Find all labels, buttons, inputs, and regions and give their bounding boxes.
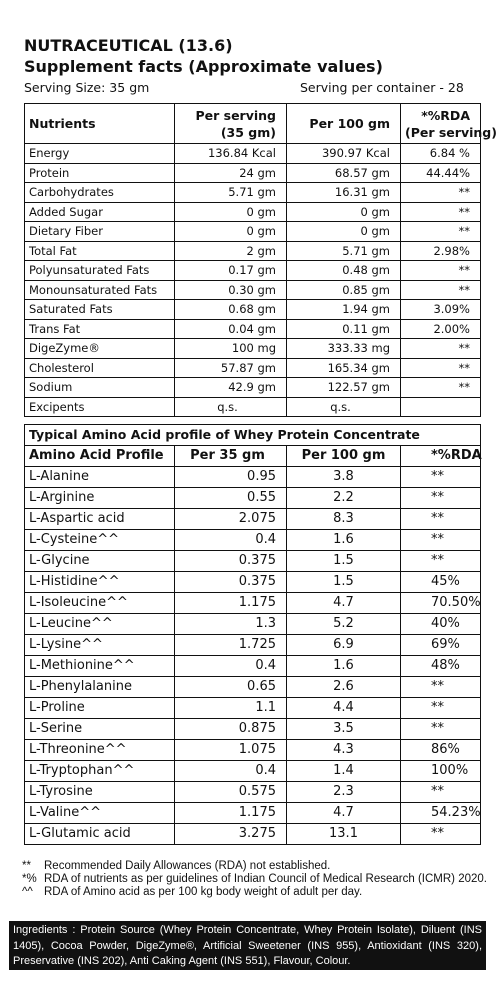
table-cell: 54.23% <box>401 803 481 824</box>
table-cell: Energy <box>25 144 175 164</box>
table-cell: Total Fat <box>25 241 175 261</box>
table-row <box>25 300 481 320</box>
table-cell: 2.6 <box>287 677 401 698</box>
table-cell: q.s. <box>175 397 287 417</box>
table-cell: 57.87 gm <box>175 358 287 378</box>
footnote-text: RDA of nutrients as per guidelines of Indian Council of Medical Research (ICMR) 2020. <box>44 873 487 885</box>
table-cell: 0.17 gm <box>175 261 287 281</box>
table-cell: 68.57 gm <box>287 163 401 183</box>
table-cell: 0.375 <box>175 572 287 593</box>
table-cell: ** <box>401 824 481 845</box>
table-cell: L-Arginine <box>25 488 175 509</box>
table-cell: ** <box>401 358 481 378</box>
table-cell: ** <box>401 551 481 572</box>
table-cell: 0.375 <box>175 551 287 572</box>
table-cell: L-Leucine^^ <box>25 614 175 635</box>
table-cell: 4.3 <box>287 740 401 761</box>
table-cell: 2.98% <box>401 241 481 261</box>
table-cell: 4.4 <box>287 698 401 719</box>
table-cell: ** <box>401 509 481 530</box>
table-cell: 16.31 gm <box>287 183 401 203</box>
table-cell: ** <box>401 530 481 551</box>
table-cell: 2.075 <box>175 509 287 530</box>
table-cell: 0.65 <box>175 677 287 698</box>
table-cell: 6.9 <box>287 635 401 656</box>
table-cell: ** <box>401 183 481 203</box>
footnote-marker: ^^ <box>22 886 33 898</box>
table-cell: 0.48 gm <box>287 261 401 281</box>
table-cell: L-Lysine^^ <box>25 635 175 656</box>
table-cell: 1.94 gm <box>287 300 401 320</box>
table-cell: 0.85 gm <box>287 280 401 300</box>
table-cell: 4.7 <box>287 803 401 824</box>
table-cell: ** <box>401 677 481 698</box>
supplement-facts-heading: Supplement facts (Approximate values) <box>24 57 383 76</box>
footnote-marker: *% <box>22 873 37 885</box>
column-header: Per 100 gm <box>287 104 401 144</box>
product-title: NUTRACEUTICAL (13.6) <box>24 36 233 55</box>
table-cell: 0 gm <box>175 202 287 222</box>
table-cell: 5.71 gm <box>287 241 401 261</box>
table-row <box>25 719 481 740</box>
table-cell: ** <box>401 782 481 803</box>
table-cell: 0.30 gm <box>175 280 287 300</box>
table-cell: ** <box>401 261 481 281</box>
table-cell: 136.84 Kcal <box>175 144 287 164</box>
table-cell: 45% <box>401 572 481 593</box>
table-row <box>25 261 481 281</box>
table-cell: 8.3 <box>287 509 401 530</box>
serving-size: Serving Size: 35 gm <box>24 80 150 95</box>
table-cell: ** <box>401 378 481 398</box>
column-header: Per 100 gm <box>287 446 401 467</box>
amino-section-row <box>25 425 481 446</box>
table-cell: L-Aspartic acid <box>25 509 175 530</box>
table-cell: L-Phenylalanine <box>25 677 175 698</box>
table-cell: ** <box>401 488 481 509</box>
table-row <box>25 677 481 698</box>
table-cell: 0.575 <box>175 782 287 803</box>
table-cell: q.s. <box>287 397 401 417</box>
table-cell: Added Sugar <box>25 202 175 222</box>
table-cell: 1.1 <box>175 698 287 719</box>
table-cell: Cholesterol <box>25 358 175 378</box>
table-cell: 1.6 <box>287 656 401 677</box>
table-row <box>25 824 481 845</box>
table-cell: 6.84 % <box>401 144 481 164</box>
table-cell: L-Alanine <box>25 467 175 488</box>
table-row <box>25 761 481 782</box>
table-cell: ** <box>401 280 481 300</box>
column-header: Per serving (35 gm) <box>175 104 287 144</box>
table-row <box>25 202 481 222</box>
amino-header-row <box>25 446 481 467</box>
nutrients-header-row <box>25 104 481 144</box>
amino-acid-table <box>24 424 481 845</box>
table-row <box>25 280 481 300</box>
amino-section-title: Typical Amino Acid profile of Whey Protein Concentrate <box>25 425 481 446</box>
nutrients-table <box>24 103 497 417</box>
column-header: Amino Acid Profile <box>25 446 175 467</box>
table-cell: 24 gm <box>175 163 287 183</box>
table-cell: Trans Fat <box>25 319 175 339</box>
table-cell: 2 gm <box>175 241 287 261</box>
table-cell: 0.4 <box>175 656 287 677</box>
table-cell: 42.9 gm <box>175 378 287 398</box>
table-cell: 0.4 <box>175 761 287 782</box>
table-cell: 0.95 <box>175 467 287 488</box>
table-cell: DigeZyme® <box>25 339 175 359</box>
servings-per-container: Serving per container - 28 <box>300 80 464 95</box>
table-cell: 0.4 <box>175 530 287 551</box>
table-row <box>25 163 481 183</box>
table-cell: 3.09% <box>401 300 481 320</box>
table-cell: 4.7 <box>287 593 401 614</box>
table-cell: Protein <box>25 163 175 183</box>
table-cell: 5.71 gm <box>175 183 287 203</box>
table-cell: 0.875 <box>175 719 287 740</box>
table-cell: 0 gm <box>287 202 401 222</box>
table-cell: 69% <box>401 635 481 656</box>
table-cell: Polyunsaturated Fats <box>25 261 175 281</box>
table-cell: L-Valine^^ <box>25 803 175 824</box>
table-row <box>25 222 481 242</box>
table-cell: 0.11 gm <box>287 319 401 339</box>
table-cell: 40% <box>401 614 481 635</box>
table-cell <box>401 397 481 417</box>
table-cell: 44.44% <box>401 163 481 183</box>
table-cell: L-Histidine^^ <box>25 572 175 593</box>
table-cell: L-Serine <box>25 719 175 740</box>
table-cell: Excipents <box>25 397 175 417</box>
table-cell: 122.57 gm <box>287 378 401 398</box>
column-header: *%RDA <box>401 446 481 467</box>
table-cell: 5.2 <box>287 614 401 635</box>
footnote-text: Recommended Daily Allowances (RDA) not established. <box>44 860 331 872</box>
table-cell: L-Methionine^^ <box>25 656 175 677</box>
footnote-marker: ** <box>22 860 31 872</box>
table-cell: 1.4 <box>287 761 401 782</box>
table-cell: L-Cysteine^^ <box>25 530 175 551</box>
table-cell: 1.5 <box>287 572 401 593</box>
table-cell: L-Tryptophan^^ <box>25 761 175 782</box>
table-row <box>25 656 481 677</box>
table-cell: 1.175 <box>175 803 287 824</box>
table-cell: 1.6 <box>287 530 401 551</box>
table-cell: 0 gm <box>175 222 287 242</box>
column-header: Nutrients <box>25 104 175 144</box>
table-row <box>25 339 481 359</box>
table-cell: 1.075 <box>175 740 287 761</box>
table-cell: 1.175 <box>175 593 287 614</box>
table-cell: 3.5 <box>287 719 401 740</box>
table-cell: 165.34 gm <box>287 358 401 378</box>
table-cell: L-Threonine^^ <box>25 740 175 761</box>
table-row <box>25 635 481 656</box>
column-header: Per 35 gm <box>175 446 287 467</box>
column-header: *%RDA (Per serving) <box>401 104 481 144</box>
footnote <box>22 886 487 899</box>
footnote-text: RDA of Amino acid as per 100 kg body weight of adult per day. <box>44 886 363 898</box>
table-cell: 1.725 <box>175 635 287 656</box>
table-row <box>25 488 481 509</box>
table-row <box>25 593 481 614</box>
table-row <box>25 614 481 635</box>
table-cell: 2.3 <box>287 782 401 803</box>
table-cell: Carbohydrates <box>25 183 175 203</box>
table-cell: 13.1 <box>287 824 401 845</box>
table-cell: 2.00% <box>401 319 481 339</box>
table-cell: ** <box>401 467 481 488</box>
table-cell: 0 gm <box>287 222 401 242</box>
footnotes <box>22 860 487 899</box>
table-cell: L-Glutamic acid <box>25 824 175 845</box>
table-row <box>25 319 481 339</box>
table-cell: 1.5 <box>287 551 401 572</box>
table-cell: 70.50% <box>401 593 481 614</box>
table-cell: ** <box>401 339 481 359</box>
table-cell: 1.3 <box>175 614 287 635</box>
table-cell: 390.97 Kcal <box>287 144 401 164</box>
table-cell: 0.68 gm <box>175 300 287 320</box>
table-cell: 100 mg <box>175 339 287 359</box>
table-row <box>25 740 481 761</box>
table-cell: Dietary Fiber <box>25 222 175 242</box>
footnote <box>22 860 487 873</box>
ingredients-box: Ingredients : Protein Source (Whey Protein Concentrate, Whey Protein Isolate), Diluent (INS 1405), Cocoa Powder, DigeZyme®, Artificial Sweetener (INS 955), Antioxidant (INS 320), Preservative (INS 202), Anti Caking Agent (INS 551), Flavour, Colour. <box>9 921 486 970</box>
table-cell: 48% <box>401 656 481 677</box>
table-cell: Monounsaturated Fats <box>25 280 175 300</box>
table-cell: 2.2 <box>287 488 401 509</box>
table-cell: L-Isoleucine^^ <box>25 593 175 614</box>
table-cell: 86% <box>401 740 481 761</box>
table-row <box>25 397 481 417</box>
table-cell: 3.275 <box>175 824 287 845</box>
table-row <box>25 144 481 164</box>
footnote <box>22 873 487 886</box>
table-cell: L-Tyrosine <box>25 782 175 803</box>
table-cell: 0.55 <box>175 488 287 509</box>
table-cell: L-Proline <box>25 698 175 719</box>
table-row <box>25 509 481 530</box>
table-cell: ** <box>401 719 481 740</box>
table-cell: ** <box>401 202 481 222</box>
table-row <box>25 241 481 261</box>
table-cell: 3.8 <box>287 467 401 488</box>
table-cell: ** <box>401 222 481 242</box>
table-cell: L-Glycine <box>25 551 175 572</box>
table-cell: Saturated Fats <box>25 300 175 320</box>
table-row <box>25 183 481 203</box>
table-cell: Sodium <box>25 378 175 398</box>
table-row <box>25 803 481 824</box>
table-cell: ** <box>401 698 481 719</box>
table-row <box>25 530 481 551</box>
table-row <box>25 572 481 593</box>
table-row <box>25 698 481 719</box>
table-cell: 0.04 gm <box>175 319 287 339</box>
table-row <box>25 358 481 378</box>
table-row <box>25 378 481 398</box>
table-cell: 333.33 mg <box>287 339 401 359</box>
table-row <box>25 782 481 803</box>
table-cell: 100% <box>401 761 481 782</box>
table-row <box>25 467 481 488</box>
table-row <box>25 551 481 572</box>
